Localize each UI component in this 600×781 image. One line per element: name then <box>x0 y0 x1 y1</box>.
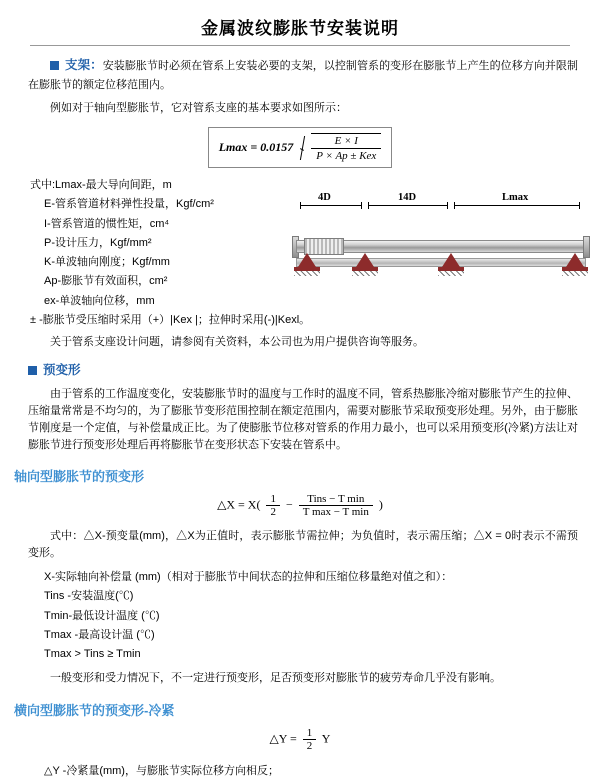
lateral-note: △Y -冷紧量(mm)，与膨胀节实际位移方向相反； <box>44 764 279 777</box>
formula-axial-half <box>266 493 280 518</box>
figure-axial-expansion-joint <box>290 192 590 302</box>
bullet-square-icon <box>28 366 37 375</box>
legend-item: ex-单波轴向位移，mm <box>44 294 155 307</box>
formula-axial-minus: − <box>285 497 293 512</box>
formula-lmax-fraction <box>311 133 381 162</box>
axial-legend-block <box>0 528 600 562</box>
axial-legend-intro: 式中：△X-预变量(mm)，△X为正值时，表示膨胀节需拉伸；为负值时，表示需压缩；△X = 0时表示不需预变形。 <box>28 530 578 560</box>
support-note: 关于管系支座设计问题，请参阅有关资料，本公司也为用户提供咨询等服务。 <box>50 336 424 349</box>
figure-label-4d: 4D <box>318 192 331 203</box>
axial-legend-item: X-实际轴向补偿量 (mm)（相对于膨胀节中间状态的拉伸和压缩位移量绝对值之和）： <box>44 571 453 584</box>
dimension-line-4d <box>300 205 362 206</box>
formula-axial-half-den: 2 <box>270 506 276 519</box>
radical-symbol-icon <box>300 133 381 162</box>
support-3 <box>438 253 464 275</box>
formula-lateral-half <box>303 727 317 752</box>
title-divider <box>30 45 570 46</box>
supports-heading <box>28 58 578 91</box>
support-triangle-icon <box>442 253 460 267</box>
predeform-heading-text: 预变形 <box>43 363 81 378</box>
formula-lateral-lhs: △Y = <box>269 730 297 745</box>
figure-pipe-assembly <box>290 214 590 300</box>
formula-lateral-half-num: 1 <box>303 727 317 740</box>
formula-axial-ratio-num: Tins − T min <box>299 493 373 506</box>
support-1 <box>294 253 320 275</box>
axial-note: 一般变形和受力情况下，不一定进行预变形，足否预变形对膨胀节的疲劳寿命几乎没有影响。 <box>50 672 501 685</box>
formula-lateral-predeform <box>0 727 600 752</box>
legend-item: E-管系管道材料弹性投量，Kgf/cm² <box>44 198 214 211</box>
axial-legend-item: Tins -安装温度(℃) <box>44 590 134 603</box>
document-page <box>0 14 600 777</box>
legend-item: Ap-膨胀节有效面积，cm² <box>44 275 168 288</box>
supports-heading-text: 支架： <box>65 58 103 72</box>
legend-item: P-设计压力，Kgf/mm² <box>44 236 152 249</box>
formula-axial-predeform <box>0 493 600 518</box>
figure-label-14d: 14D <box>398 192 417 203</box>
support-hatch <box>562 271 588 276</box>
axial-legend-item: Tmax -最高设计温 (℃) <box>44 628 155 641</box>
page-title: 金属波纹膨胀节安装说明 <box>201 19 399 38</box>
support-triangle-icon <box>356 253 374 267</box>
dimension-line-lmax <box>454 205 580 206</box>
formula-lateral-rhs: Y <box>321 730 331 745</box>
figure-label-lmax: Lmax <box>502 192 529 203</box>
formula-axial-rhs: ) <box>378 497 383 512</box>
formula-denominator: P × Ap ± Kex <box>316 150 377 163</box>
support-hatch <box>438 271 464 276</box>
legend-item: ± -膨胀节受压缩时采用（+）|Kex |；拉伸时采用(-)|Kexl。 <box>30 313 311 326</box>
axial-note-block <box>0 670 600 687</box>
axial-legend-item: Tmax > Tins ≥ Tmin <box>44 648 141 661</box>
formula-lateral-half-den: 2 <box>306 739 313 752</box>
supports-paragraph: 例如对于轴向型膨胀节，它对管系支座的基本要求如图所示： <box>50 102 347 115</box>
support-note-block <box>0 334 600 351</box>
legend-item: K-单波轴向刚度；Kgf/mm <box>44 256 170 269</box>
formula-lmax <box>0 127 600 168</box>
support-2 <box>352 253 378 275</box>
support-triangle-icon <box>298 253 316 267</box>
support-hatch <box>294 271 320 276</box>
formula-axial-half-num: 1 <box>266 493 280 506</box>
bullet-square-icon <box>50 61 59 70</box>
formula-lmax-box <box>208 127 393 168</box>
lateral-note-block <box>0 762 600 781</box>
legend-item: 式中:Lmax-最大导向间距，m <box>30 179 172 192</box>
supports-heading-tail: 安装膨胀节时必须在管系上安装必要的支架，以控制管系的变形在膨胀节上产生的位移方向并限制在膨胀节的额定位移范围内。 <box>28 60 578 92</box>
formula-axial-lhs: △X = X( <box>217 497 261 512</box>
support-4 <box>562 253 588 275</box>
support-triangle-icon <box>566 253 584 267</box>
formula-lmax-lhs: Lmax = 0.0157 <box>218 140 294 155</box>
axial-predeform-heading: 轴向型膨胀节的预变形 <box>14 469 145 485</box>
formula-axial-ratio-den: T max − T min <box>302 506 369 519</box>
predeform-paragraph: 由于管系的工作温度变化，安装膨胀节时的温度与工作时的温度不同，管系热膨胀冷缩对膨胀节产生的拉伸、压缩量常常是不均匀的，为了膨胀节变形范围控制在额定范围内，需要对膨胀节采取预变形处理。另外，由于膨胀节刚度是一个定值，与补偿量成正比。为了使膨胀节位移对管系的作用力最小，也可以采用预变形(冷紧)方法让对膨胀节进行预变形处理后再将膨胀节在变形状态下安装在管系中。 <box>28 387 578 452</box>
formula-fraction <box>311 135 381 162</box>
section-supports <box>0 56 600 117</box>
dimension-line-14d <box>368 205 448 206</box>
lateral-predeform-heading: 横向型膨胀节的预变形-冷紧 <box>14 702 175 718</box>
section-predeform <box>0 361 600 454</box>
support-hatch <box>352 271 378 276</box>
axial-legend-item: Tmin-最低设计温度 (℃) <box>44 609 160 622</box>
supports-heading-line <box>28 56 578 94</box>
formula-axial-ratio <box>299 493 373 518</box>
formula-numerator: E × I <box>311 135 381 149</box>
predeform-heading <box>28 361 578 380</box>
axial-legend-list <box>0 568 600 664</box>
legend-item: I-管系管道的惯性矩，cm⁴ <box>44 217 170 230</box>
legend-list <box>0 176 311 330</box>
